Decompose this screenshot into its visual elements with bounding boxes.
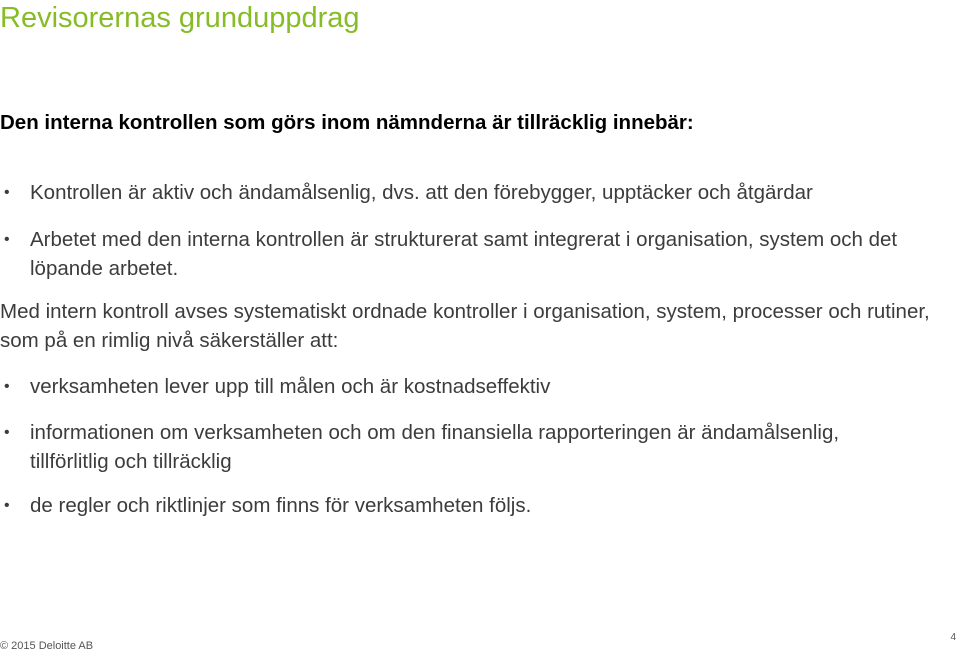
bullet-text: Arbetet med den interna kontrollen är strukturerat samt integrerat i organisation, system och det löpande arbetet. bbox=[30, 228, 898, 280]
footer-copyright: © 2015 Deloitte AB bbox=[0, 640, 94, 652]
bullet-text: informationen om verksamheten och om den finansiella rapporteringen är ändamålsenlig, tillförlitlig och tillräcklig bbox=[30, 421, 840, 473]
bullet-text: Kontrollen är aktiv och ändamålsenlig, dvs. att den förebygger, upptäcker och åtgärdar bbox=[30, 181, 813, 204]
list-item bbox=[0, 372, 940, 401]
bullet-icon: • bbox=[4, 231, 10, 248]
slide-subheading: Den interna kontrollen som görs inom nämnderna är tillräcklig innebär: bbox=[0, 111, 694, 134]
page-number: 4 bbox=[950, 632, 956, 643]
list-item bbox=[0, 491, 940, 520]
list-item bbox=[0, 178, 940, 207]
list-item bbox=[0, 225, 900, 283]
bullet-icon: • bbox=[4, 184, 10, 201]
bullet-icon: • bbox=[4, 378, 10, 395]
slide-title: Revisorernas grunduppdrag bbox=[0, 2, 360, 34]
bullet-text: de regler och riktlinjer som finns för verksamheten följs. bbox=[30, 494, 532, 517]
list-item bbox=[0, 418, 840, 476]
bullet-icon: • bbox=[4, 424, 10, 441]
bullet-icon: • bbox=[4, 497, 10, 514]
body-paragraph: Med intern kontroll avses systematiskt ordnade kontroller i organisation, system, processer och rutiner, som på en rimlig nivå säkerställer att: bbox=[0, 300, 930, 352]
bullet-text: verksamheten lever upp till målen och är kostnadseffektiv bbox=[30, 375, 551, 398]
